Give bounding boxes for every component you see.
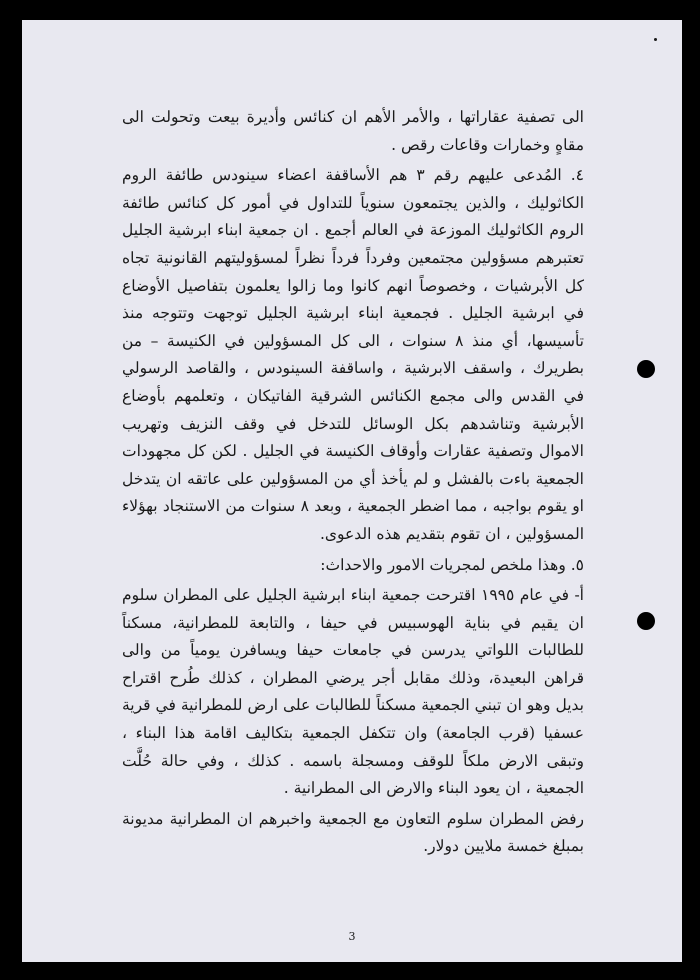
paragraph-item-4: ٤. المُدعى عليهم رقم ٣ هم الأساقفة اعضاء سينودس طائفة الروم الكاثوليك ، والذين يجتمعون سنوياً للتداول في أمور كل كنائس طائفة الروم الكاثوليك الموزعة في العالم أجمع . ان جمعية ابناء ابرشية الجليل تعتبرهم مسؤولين مجتمعين وفرداً فرداً نظراً لمسؤوليتهم القانونية تجاه كل الأبرشيات ، وخصوصاً انهم كانوا وما زالوا يعلمون بتفاصيل الأوضاع في ابرشية الجليل . فجمعية ابناء ابرشية الجليل توجهت وتتوجه منذ تأسيسها، أي منذ ٨ سنوات ، الى كل المسؤولين في الكنيسة – من بطريرك ، واسقف الابرشية ، واساقفة السينودس ، والقاصد الرسولي في القدس والى مجمع الكنائس الشرقية الفاتيكان ، وتعلمهم بأوضاع الأبرشية وتناشدهم بكل الوسائل للتدخل في وقف النزيف وتهريب الاموال وتصفية عقارات وأوقاف الكنيسة في الجليل . لكن كل مجهودات الجمعية باءت بالفشل و لم يأخذ أي من المسؤولين على عاتقه ان يتدخل او يقوم بواجبه ، مما اضطر الجمعية ، وبعد ٨ سنوات من الاستنجاد بهؤلاء المسؤولين ، ان تقوم بتقديم هذه الدعوى. <box>122 166 584 543</box>
punch-hole-bottom <box>637 612 655 630</box>
paragraph-item-5-heading: ٥. وهذا ملخص لمجريات الامور والاحداث: <box>320 555 584 574</box>
document-page <box>22 20 682 962</box>
paragraph-refusal: رفض المطران سلوم التعاون مع الجمعية واخبرهم ان المطرانية مديونة بمبلغ خمسة ملايين دولار. <box>122 809 584 856</box>
paragraph-continuation: الى تصفية عقاراتها ، والأمر الأهم ان كنائس وأديرة بيعت وتحولت الى مقاهٍ وخمارات وقاعات رقص . <box>122 108 584 154</box>
paragraph-item-5a: أ- في عام ١٩٩٥ اقترحت جمعية ابناء ابرشية الجليل على المطران سلوم ان يقيم في بناية الهوسبيس في حيفا ، والتابعة للمطرانية، مسكناً للطالبات اللواتي يدرسن في جامعات حيفا ويسافرن يومياً من والى قراهن البعيدة، وذلك مقابل أجر يرضي المطران ، كذلك طُرح اقتراح بديل وهو ان تبني الجمعية مسكناً للطالبات على ارض للمطرانية في قرية عسفيا (قرب الجامعة) وان تتكفل الجمعية بتكاليف اقامة هذا البناء ، وتبقى الارض ملكاً للوقف ومسجلة باسمه . كذلك ، وفي حالة حُلَّت الجمعية ، ان يعود البناء والارض الى المطرانية . <box>122 586 584 798</box>
punch-hole-top <box>637 360 655 378</box>
page-number: 3 <box>348 930 356 943</box>
scan-speck <box>654 38 657 41</box>
document-body <box>122 104 584 864</box>
